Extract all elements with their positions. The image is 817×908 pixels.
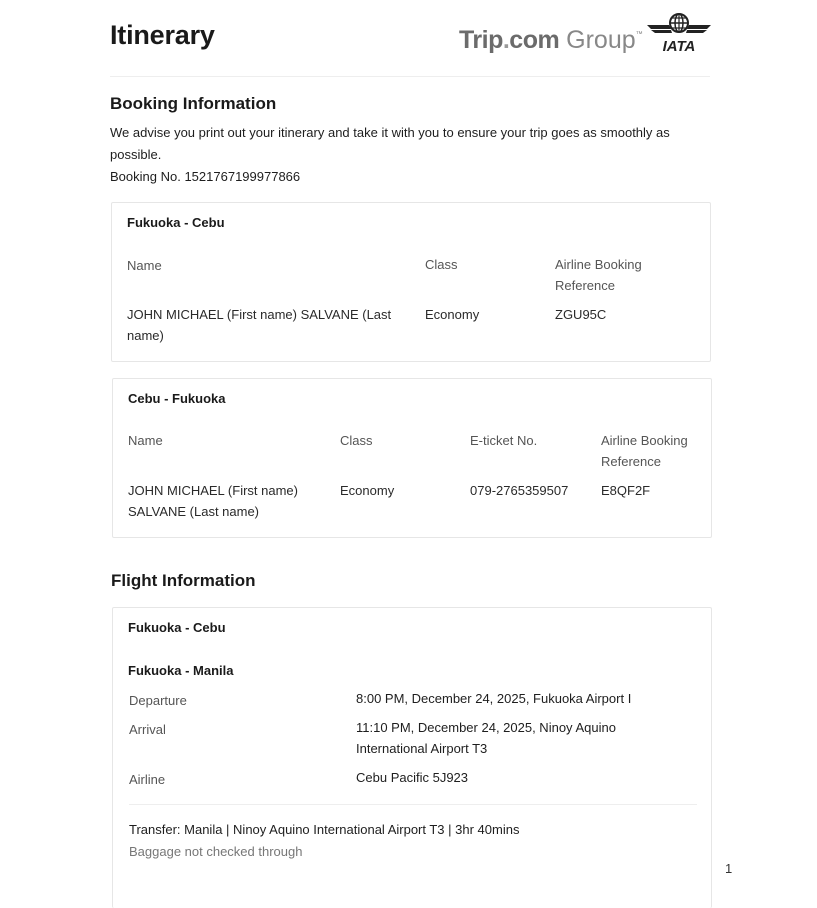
trip-logo-com: com — [509, 26, 560, 54]
trip-logo-group: Group — [566, 26, 636, 54]
flight-trip-route: Fukuoka - Cebu — [128, 620, 226, 635]
column-header-name: Name — [128, 433, 163, 448]
departure-value: 8:00 PM, December 24, 2025, Fukuoka Airport I — [356, 691, 632, 706]
column-header-class: Class — [425, 257, 458, 272]
airline-label: Airline — [129, 772, 166, 787]
page-title: Itinerary — [110, 20, 215, 50]
booking-information-heading: Booking Information — [110, 94, 277, 113]
column-header-eticket-no: E-ticket No. — [470, 433, 538, 448]
trip-logo-tm: ™ — [635, 31, 643, 38]
flight-information-heading: Flight Information — [111, 571, 256, 590]
advice-text: We advise you print out your itinerary and take it with you to ensure your trip goes as smoothly as possible. — [110, 125, 670, 162]
leg-divider — [129, 804, 697, 805]
baggage-note: Baggage not checked through — [129, 844, 303, 859]
airline-booking-reference: ZGU95C — [555, 307, 607, 322]
column-header-class: Class — [340, 433, 373, 448]
cabin-class: Economy — [425, 307, 480, 322]
arrival-value: 11:10 PM, December 24, 2025, Ninoy Aquino International Airport T3 — [356, 720, 616, 756]
eticket-number: 079-2765359507 — [470, 483, 569, 498]
page-number: 1 — [725, 861, 733, 876]
booking-card-route: Cebu - Fukuoka — [128, 391, 226, 406]
flight-card — [112, 607, 712, 908]
booking-card-return — [112, 378, 712, 538]
booking-card-outbound — [111, 202, 711, 362]
airline-booking-reference: E8QF2F — [601, 483, 651, 498]
trip-com-group-logo — [459, 26, 643, 55]
transfer-info: Transfer: Manila | Ninoy Aquino International Airport T3 | 3hr 40mins — [129, 822, 520, 837]
passenger-name: JOHN MICHAEL (First name) SALVANE (Last name) — [128, 483, 298, 519]
arrival-label: Arrival — [129, 722, 166, 737]
booking-number — [110, 166, 710, 188]
iata-logo-text: IATA — [662, 38, 696, 54]
cabin-class: Economy — [340, 483, 395, 498]
iata-logo — [647, 12, 711, 54]
departure-label: Departure — [129, 693, 187, 708]
globe-icon — [670, 14, 688, 32]
page-header — [110, 14, 710, 77]
trip-logo-brand: Trip — [459, 26, 503, 54]
booking-number-label: Booking No. — [110, 169, 181, 184]
booking-card-route: Fukuoka - Cebu — [127, 215, 225, 230]
airline-value: Cebu Pacific 5J923 — [356, 770, 469, 785]
flight-leg-route: Fukuoka - Manila — [128, 663, 234, 678]
column-header-airline-booking-reference: Airline Booking Reference — [555, 257, 642, 293]
column-header-name: Name — [127, 258, 162, 273]
booking-advice — [110, 122, 710, 188]
trip-logo-dot: . — [502, 26, 510, 54]
passenger-name: JOHN MICHAEL (First name) SALVANE (Last name) — [127, 307, 392, 343]
booking-number-value: 1521767199977866 — [184, 169, 301, 184]
column-header-airline-booking-reference: Airline Booking Reference — [601, 433, 688, 469]
